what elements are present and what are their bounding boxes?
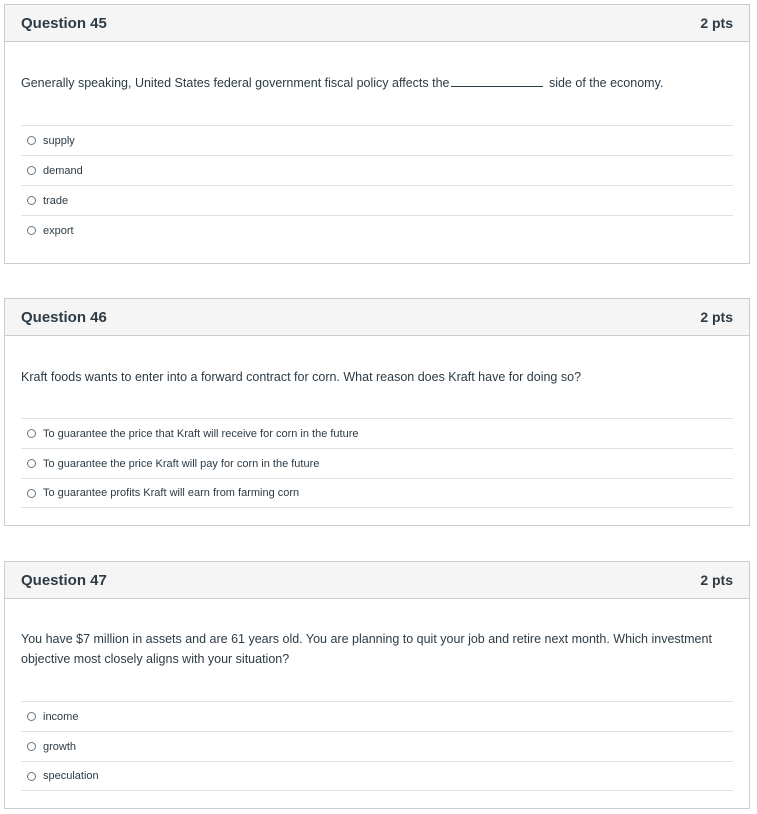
answer-list <box>21 125 733 245</box>
radio-button-icon[interactable] <box>27 196 36 205</box>
radio-button-icon[interactable] <box>27 712 36 721</box>
answer-option-speculation[interactable] <box>21 761 733 791</box>
fill-in-blank <box>451 75 543 87</box>
question-47-card <box>4 561 750 809</box>
question-46-card <box>4 298 750 526</box>
radio-button-icon[interactable] <box>27 226 36 235</box>
answer-label: export <box>43 224 74 237</box>
answer-option-pay-price[interactable] <box>21 448 733 478</box>
question-header <box>5 299 749 336</box>
radio-button-icon[interactable] <box>27 459 36 468</box>
answer-label: growth <box>43 740 77 753</box>
question-text: Kraft foods wants to enter into a forward contract for corn. What reason does Kraft have for doing so? <box>21 370 582 384</box>
answer-label: To guarantee the price Kraft will pay for corn in the future <box>43 457 320 470</box>
answer-option-receive-price[interactable] <box>21 418 733 448</box>
answer-label: supply <box>43 134 75 147</box>
answer-label: trade <box>43 194 69 207</box>
answer-label: speculation <box>43 770 99 782</box>
question-text: You have $7 million in assets and are 61 years old. You are planning to quit your job and retire next month. Which investment objective most closely aligns with your situation? <box>21 632 712 666</box>
radio-button-icon[interactable] <box>27 429 36 438</box>
question-title: Question 47 <box>21 571 107 589</box>
answer-label: To guarantee profits Kraft will earn from farming corn <box>43 487 300 499</box>
question-points: 2 pts <box>700 309 733 325</box>
answer-option-trade[interactable] <box>21 185 733 215</box>
answer-option-supply[interactable] <box>21 125 733 155</box>
question-45-card <box>4 4 750 264</box>
question-points: 2 pts <box>700 15 733 31</box>
radio-button-icon[interactable] <box>27 136 36 145</box>
question-title: Question 46 <box>21 308 107 326</box>
radio-button-icon[interactable] <box>27 772 36 781</box>
answer-list <box>21 418 733 508</box>
radio-button-icon[interactable] <box>27 489 36 498</box>
answer-option-income[interactable] <box>21 701 733 731</box>
radio-button-icon[interactable] <box>27 742 36 751</box>
answer-option-demand[interactable] <box>21 155 733 185</box>
question-text-after-blank: side of the economy. <box>545 76 664 90</box>
answer-option-farming-profits[interactable] <box>21 478 733 508</box>
question-text-before-blank: Generally speaking, United States federal government fiscal policy affects the <box>21 76 450 90</box>
answer-option-growth[interactable] <box>21 731 733 761</box>
question-text <box>21 73 733 93</box>
answer-label: demand <box>43 164 83 177</box>
question-header <box>5 5 749 42</box>
question-points: 2 pts <box>700 572 733 588</box>
answer-label: To guarantee the price that Kraft will receive for corn in the future <box>43 427 359 440</box>
question-header <box>5 562 749 599</box>
radio-button-icon[interactable] <box>27 166 36 175</box>
question-title: Question 45 <box>21 14 107 32</box>
answer-option-export[interactable] <box>21 215 733 245</box>
answer-label: income <box>43 710 79 723</box>
answer-list <box>21 701 733 791</box>
